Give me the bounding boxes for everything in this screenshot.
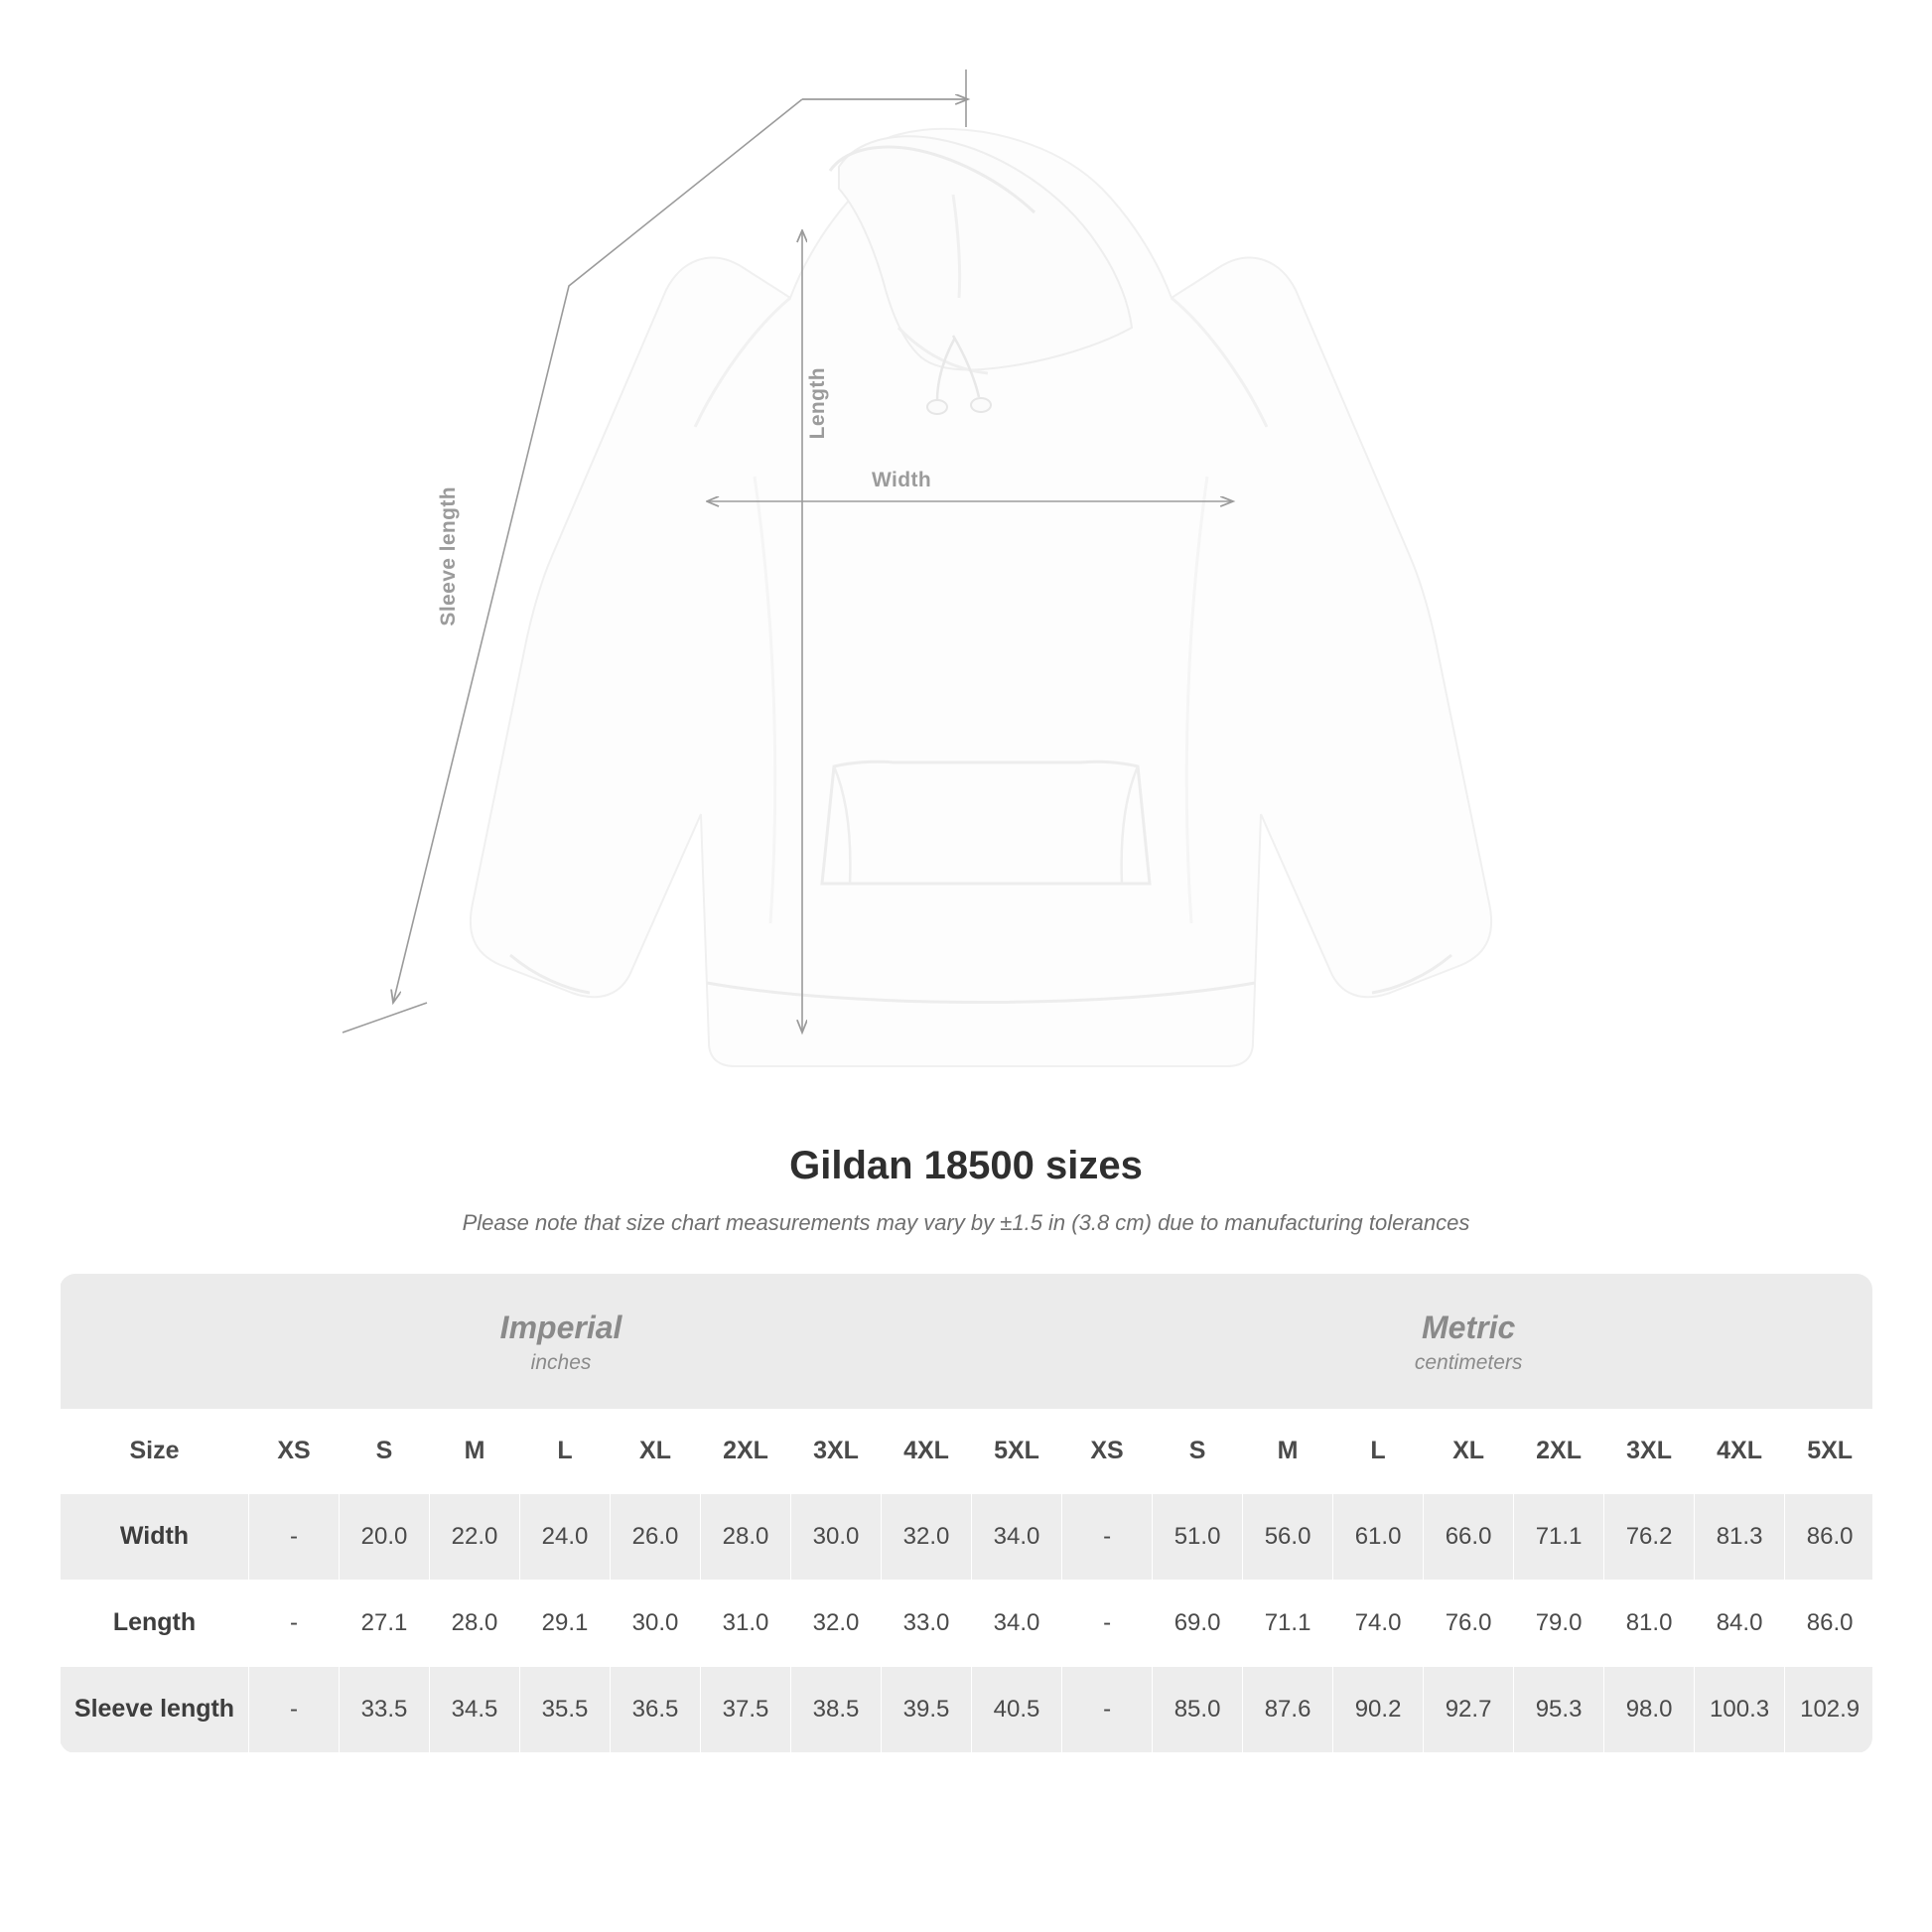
size-col-imperial-xs: XS <box>249 1409 340 1493</box>
size-col-imperial-s: S <box>340 1409 430 1493</box>
cell-length-imperial-m: 28.0 <box>430 1580 520 1666</box>
size-col-metric-l: L <box>1333 1409 1424 1493</box>
cell-width-imperial-3xl: 30.0 <box>791 1493 882 1580</box>
cell-length-imperial-5xl: 34.0 <box>972 1580 1062 1666</box>
cell-width-imperial-s: 20.0 <box>340 1493 430 1580</box>
row-label-length: Length <box>61 1580 249 1666</box>
unit-imperial <box>61 1274 1062 1409</box>
table-row <box>61 1666 1873 1752</box>
cell-sleeve-imperial-xs: - <box>249 1666 340 1752</box>
cell-length-metric-s: 69.0 <box>1153 1580 1243 1666</box>
hoodie-body-shape <box>471 129 1491 1066</box>
row-label-width: Width <box>61 1493 249 1580</box>
cell-length-imperial-3xl: 32.0 <box>791 1580 882 1666</box>
cell-width-imperial-xl: 26.0 <box>611 1493 701 1580</box>
size-col-metric-3xl: 3XL <box>1604 1409 1695 1493</box>
cell-length-imperial-2xl: 31.0 <box>701 1580 791 1666</box>
cell-length-imperial-l: 29.1 <box>520 1580 611 1666</box>
cell-width-metric-m: 56.0 <box>1243 1493 1333 1580</box>
cell-sleeve-metric-xs: - <box>1062 1666 1153 1752</box>
cell-sleeve-metric-s: 85.0 <box>1153 1666 1243 1752</box>
cell-sleeve-imperial-m: 34.5 <box>430 1666 520 1752</box>
cell-width-metric-xl: 66.0 <box>1424 1493 1514 1580</box>
table-row <box>61 1493 1873 1580</box>
size-col-metric-2xl: 2XL <box>1514 1409 1604 1493</box>
cell-width-metric-2xl: 71.1 <box>1514 1493 1604 1580</box>
size-col-imperial-xl: XL <box>611 1409 701 1493</box>
unit-imperial-name: Imperial <box>499 1310 622 1345</box>
cell-length-metric-2xl: 79.0 <box>1514 1580 1604 1666</box>
cell-width-imperial-4xl: 32.0 <box>882 1493 972 1580</box>
size-col-imperial-m: M <box>430 1409 520 1493</box>
label-width: Width <box>872 469 932 491</box>
label-length: Length <box>806 367 829 440</box>
row-label-sleeve-length: Sleeve length <box>61 1666 249 1752</box>
cell-length-metric-4xl: 84.0 <box>1695 1580 1785 1666</box>
unit-metric <box>1062 1274 1872 1409</box>
cell-width-imperial-2xl: 28.0 <box>701 1493 791 1580</box>
chart-note: Please note that size chart measurements may vary by ±1.5 in (3.8 cm) due to manufacturing tolerances <box>462 1210 1470 1235</box>
size-header-row <box>61 1409 1873 1493</box>
size-col-metric-xl: XL <box>1424 1409 1514 1493</box>
size-table-wrapper <box>60 1274 1872 1753</box>
cell-length-metric-m: 71.1 <box>1243 1580 1333 1666</box>
cell-length-metric-xl: 76.0 <box>1424 1580 1514 1666</box>
cell-sleeve-metric-3xl: 98.0 <box>1604 1666 1695 1752</box>
cell-width-metric-3xl: 76.2 <box>1604 1493 1695 1580</box>
cell-width-imperial-l: 24.0 <box>520 1493 611 1580</box>
cell-length-metric-3xl: 81.0 <box>1604 1580 1695 1666</box>
cell-sleeve-imperial-3xl: 38.5 <box>791 1666 882 1752</box>
cell-sleeve-metric-4xl: 100.3 <box>1695 1666 1785 1752</box>
cell-width-imperial-m: 22.0 <box>430 1493 520 1580</box>
table-row <box>61 1580 1873 1666</box>
cell-width-metric-s: 51.0 <box>1153 1493 1243 1580</box>
cell-width-metric-5xl: 86.0 <box>1785 1493 1872 1580</box>
cell-length-metric-5xl: 86.0 <box>1785 1580 1872 1666</box>
unit-header-row <box>61 1274 1873 1409</box>
cell-length-imperial-s: 27.1 <box>340 1580 430 1666</box>
cell-length-imperial-xl: 30.0 <box>611 1580 701 1666</box>
size-col-imperial-5xl: 5XL <box>972 1409 1062 1493</box>
cell-width-metric-4xl: 81.3 <box>1695 1493 1785 1580</box>
size-col-metric-5xl: 5XL <box>1785 1409 1872 1493</box>
size-header-label: Size <box>61 1409 249 1493</box>
cell-sleeve-metric-5xl: 102.9 <box>1785 1666 1872 1752</box>
cell-sleeve-imperial-s: 33.5 <box>340 1666 430 1752</box>
cell-sleeve-metric-2xl: 95.3 <box>1514 1666 1604 1752</box>
cell-sleeve-metric-l: 90.2 <box>1333 1666 1424 1752</box>
size-col-imperial-3xl: 3XL <box>791 1409 882 1493</box>
size-col-metric-s: S <box>1153 1409 1243 1493</box>
size-col-metric-4xl: 4XL <box>1695 1409 1785 1493</box>
cell-width-metric-xs: - <box>1062 1493 1153 1580</box>
cell-length-imperial-4xl: 33.0 <box>882 1580 972 1666</box>
cell-sleeve-metric-xl: 92.7 <box>1424 1666 1514 1752</box>
size-table <box>60 1274 1872 1753</box>
unit-metric-name: Metric <box>1422 1310 1516 1345</box>
cell-width-metric-l: 61.0 <box>1333 1493 1424 1580</box>
chart-title: Gildan 18500 sizes <box>789 1144 1143 1187</box>
size-col-metric-m: M <box>1243 1409 1333 1493</box>
cell-sleeve-imperial-2xl: 37.5 <box>701 1666 791 1752</box>
unit-metric-sub: centimeters <box>1414 1351 1523 1374</box>
size-col-imperial-4xl: 4XL <box>882 1409 972 1493</box>
size-col-metric-xs: XS <box>1062 1409 1153 1493</box>
cell-sleeve-imperial-5xl: 40.5 <box>972 1666 1062 1752</box>
cell-sleeve-imperial-xl: 36.5 <box>611 1666 701 1752</box>
size-col-imperial-2xl: 2XL <box>701 1409 791 1493</box>
cell-length-metric-l: 74.0 <box>1333 1580 1424 1666</box>
unit-imperial-sub: inches <box>530 1351 592 1374</box>
cell-width-imperial-5xl: 34.0 <box>972 1493 1062 1580</box>
cell-sleeve-imperial-4xl: 39.5 <box>882 1666 972 1752</box>
size-col-imperial-l: L <box>520 1409 611 1493</box>
cell-length-imperial-xs: - <box>249 1580 340 1666</box>
cell-sleeve-metric-m: 87.6 <box>1243 1666 1333 1752</box>
cell-length-metric-xs: - <box>1062 1580 1153 1666</box>
label-sleeve-length: Sleeve length <box>437 486 460 626</box>
cell-sleeve-imperial-l: 35.5 <box>520 1666 611 1752</box>
cell-width-imperial-xs: - <box>249 1493 340 1580</box>
